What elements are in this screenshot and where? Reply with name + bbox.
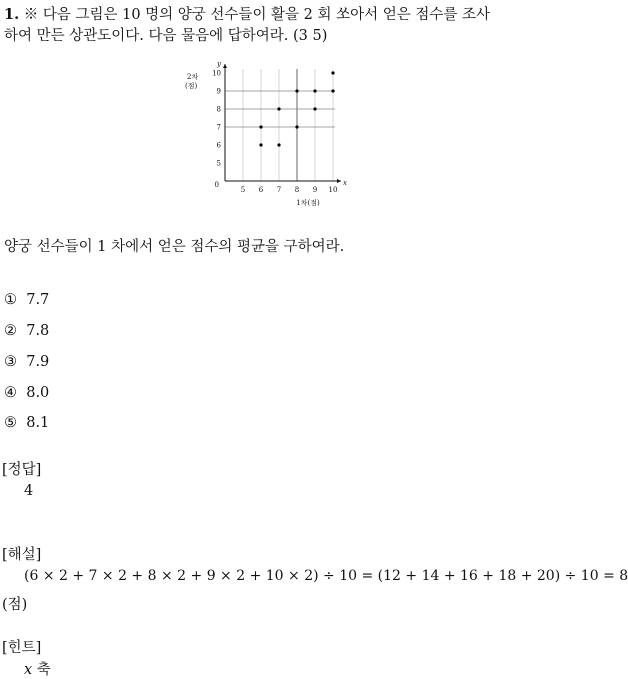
y-tick-label: 9 (216, 87, 221, 96)
chart-grid (225, 69, 335, 181)
y-tick-label: 7 (216, 123, 221, 132)
hint-heading: [힌트] (2, 640, 42, 656)
explanation-heading: [해설] (2, 547, 42, 563)
x-tick-label: 10 (328, 186, 338, 194)
data-point (313, 89, 316, 92)
choice-mark: ⑤ (4, 415, 17, 431)
y-axis-letter: y (217, 60, 221, 68)
choice-4[interactable] (4, 385, 49, 401)
answer-value: 4 (24, 483, 34, 499)
data-point (277, 143, 280, 146)
explanation-unit: (점) (2, 597, 28, 613)
question-text-1: ※ 다음 그림은 10 명의 양궁 선수들이 활을 2 회 쏘아서 얻은 점수를 조사 (23, 7, 491, 23)
choice-5[interactable] (4, 415, 49, 431)
data-point (313, 107, 316, 110)
data-point (331, 71, 334, 74)
y-tick-label: 6 (216, 141, 221, 150)
y-axis-arrow (223, 64, 227, 68)
x-axis-arrow (337, 179, 341, 183)
x-tick-label: 8 (294, 186, 300, 194)
choice-3[interactable] (4, 354, 49, 370)
data-point (295, 89, 298, 92)
data-point (259, 125, 262, 128)
x-axis-title: 1차(점) (296, 199, 320, 207)
question-line-1 (4, 3, 490, 24)
data-point (277, 107, 280, 110)
choice-mark: ② (4, 323, 17, 339)
hint-text (24, 658, 51, 679)
x-tick-label: 9 (312, 186, 318, 194)
hint-var: x (24, 662, 33, 678)
explanation-formula: (6 × 2 + 7 × 2 + 8 × 2 + 9 × 2 + 10 × 2) ÷ 10 = (12 + 14 + 16 + 18 + 20) ÷ 10 = 8 (24, 568, 628, 584)
choice-value: 8.1 (26, 415, 50, 431)
data-point (295, 125, 298, 128)
chart-axes (223, 64, 341, 183)
choice-value: 7.8 (26, 323, 50, 339)
x-axis-letter: x (343, 179, 347, 187)
choice-value: 8.0 (26, 385, 50, 401)
answer-heading: [정답] (2, 462, 42, 478)
question-text-2: 하여 만든 상관도이다. 다음 물음에 답하여라. (3 5) (4, 28, 328, 44)
origin-label: 0 (214, 181, 219, 189)
y-tick-label: 5 (216, 159, 221, 168)
choice-1[interactable] (4, 292, 49, 308)
x-tick-label: 7 (276, 186, 282, 194)
choice-mark: ① (4, 292, 17, 308)
y-axis-title: 2차 (187, 73, 199, 81)
y-tick-label: 10 (212, 69, 221, 78)
x-tick-label: 6 (258, 186, 264, 194)
y-tick-label: 8 (216, 105, 221, 114)
scatter-chart (185, 58, 355, 213)
data-point (259, 143, 262, 146)
sub-question: 양궁 선수들이 1 차에서 얻은 점수의 평균을 구하여라. (4, 239, 345, 255)
data-point (331, 89, 334, 92)
choice-value: 7.9 (26, 354, 50, 370)
choice-mark: ④ (4, 385, 17, 401)
x-tick-label: 5 (240, 186, 246, 194)
question-number: 1. (4, 6, 20, 23)
hint-word: 축 (36, 662, 51, 678)
chart-labels (185, 60, 347, 207)
y-axis-title-unit: (점) (185, 82, 198, 90)
choice-2[interactable] (4, 323, 49, 339)
choice-value: 7.7 (26, 292, 50, 308)
choice-mark: ③ (4, 354, 17, 370)
